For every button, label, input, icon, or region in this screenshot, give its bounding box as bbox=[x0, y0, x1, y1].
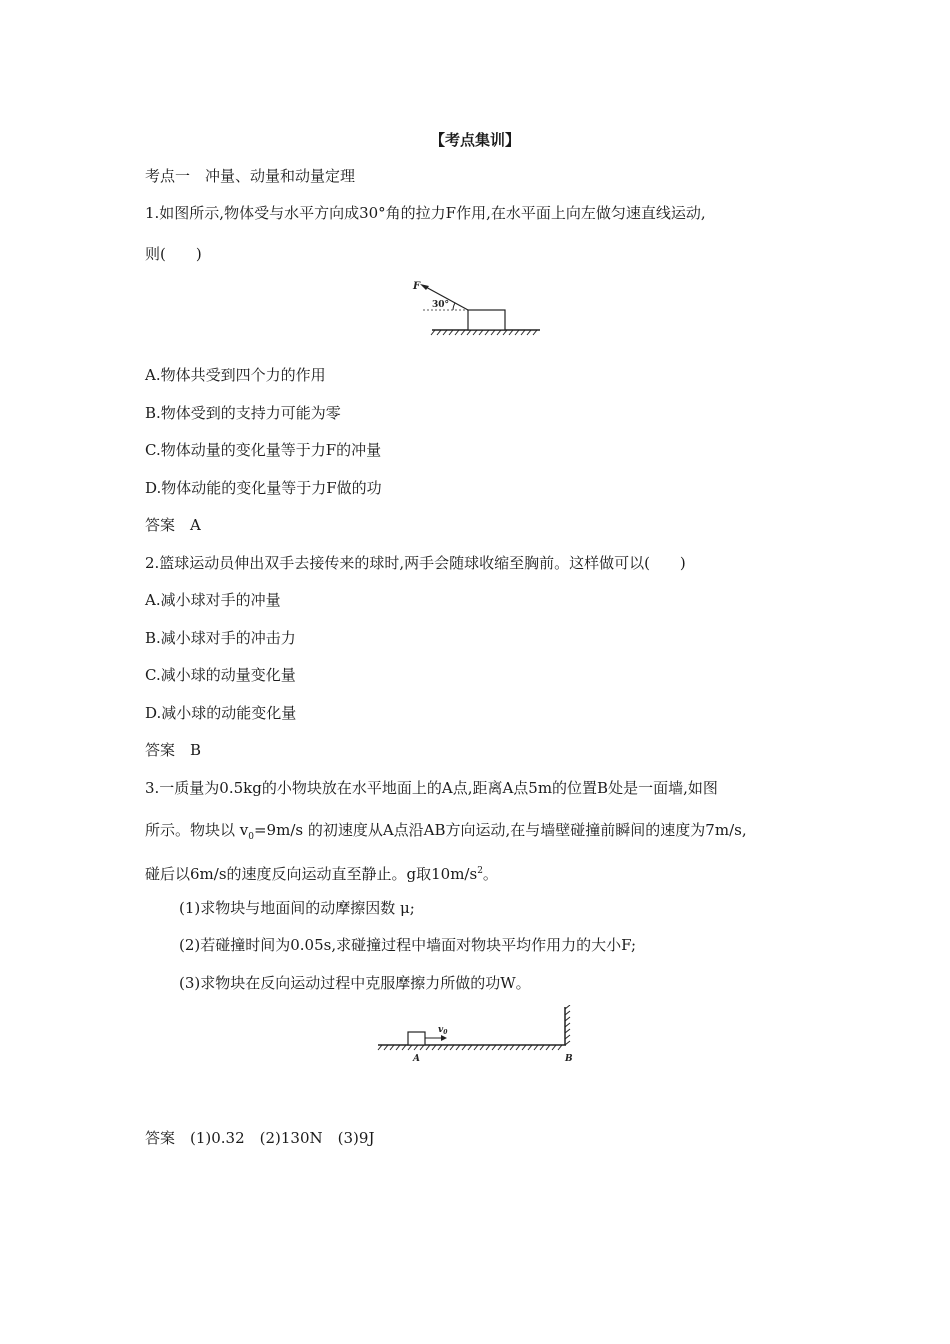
q1-option-c: C.物体动量的变化量等于力F的冲量 bbox=[145, 441, 382, 459]
velocity-label: $v_0$ bbox=[438, 1025, 448, 1036]
q3-stem-line3 bbox=[145, 861, 498, 884]
q3-line3-sup: 2 bbox=[477, 866, 483, 876]
q1-stem-line1: 1.如图所示,物体受与水平方向成30°角的拉力F作用,在水平面上向左做匀速直线运动, bbox=[145, 204, 706, 222]
q2-option-c: C.减小球的动量变化量 bbox=[145, 666, 296, 684]
block bbox=[468, 310, 505, 330]
q3-part-3: (3)求物块在反向运动过程中克服摩擦力所做的功W。 bbox=[179, 974, 531, 992]
q2-stem: 2.篮球运动员伸出双手去接传来的球时,两手会随球收缩至胸前。这样做可以( ) bbox=[145, 554, 686, 572]
q3-line2-pre: 所示。物块以 v bbox=[145, 821, 249, 839]
q2-option-d: D.减小球的动能变化量 bbox=[145, 704, 297, 722]
angle-label: 30° bbox=[432, 300, 450, 310]
label-a: A bbox=[413, 1054, 420, 1064]
q3-answer: 答案 (1)0.32 (2)130N (3)9J bbox=[145, 1129, 375, 1147]
q1-answer: 答案 A bbox=[145, 516, 201, 534]
q2-option-a: A.减小球对手的冲量 bbox=[145, 591, 281, 609]
angle-arc bbox=[453, 303, 455, 310]
force-label: F bbox=[413, 281, 421, 292]
q3-part-1: (1)求物块与地面间的动摩擦因数 μ; bbox=[179, 899, 415, 917]
section-title: 【考点集训】 bbox=[429, 131, 520, 149]
q1-figure bbox=[405, 278, 545, 340]
topic-heading: 考点一 冲量、动量和动量定理 bbox=[145, 167, 356, 185]
force-arrowhead bbox=[420, 284, 429, 290]
q3-line3-post: 。 bbox=[482, 865, 498, 883]
q3-line2-post: =9m/s 的初速度从A点沿AB方向运动,在与墙壁碰撞前瞬间的速度为7m/s, bbox=[253, 821, 747, 839]
q3-line3-pre: 碰后以6m/s的速度反向运动直至静止。g取10m/s bbox=[145, 865, 478, 883]
q2-answer: 答案 B bbox=[145, 741, 202, 759]
q1-option-d: D.物体动能的变化量等于力F做的功 bbox=[145, 479, 382, 497]
q3-stem-line1: 3.一质量为0.5kg的小物块放在水平地面上的A点,距离A点5m的位置B处是一面墙,如图 bbox=[145, 779, 718, 797]
q3-figure bbox=[372, 1005, 582, 1067]
q1-stem-line2: 则( ) bbox=[145, 245, 202, 263]
q1-option-b: B.物体受到的支持力可能为零 bbox=[145, 404, 341, 422]
q3-stem-line2 bbox=[145, 820, 747, 847]
label-b: B bbox=[565, 1054, 573, 1064]
q1-option-a: A.物体共受到四个力的作用 bbox=[145, 366, 326, 384]
q3-part-2: (2)若碰撞时间为0.05s,求碰撞过程中墙面对物块平均作用力的大小F; bbox=[179, 936, 637, 954]
q2-option-b: B.减小球对手的冲击力 bbox=[145, 629, 296, 647]
small-block bbox=[408, 1032, 425, 1045]
q3-line2-sub: 0 bbox=[248, 832, 254, 842]
